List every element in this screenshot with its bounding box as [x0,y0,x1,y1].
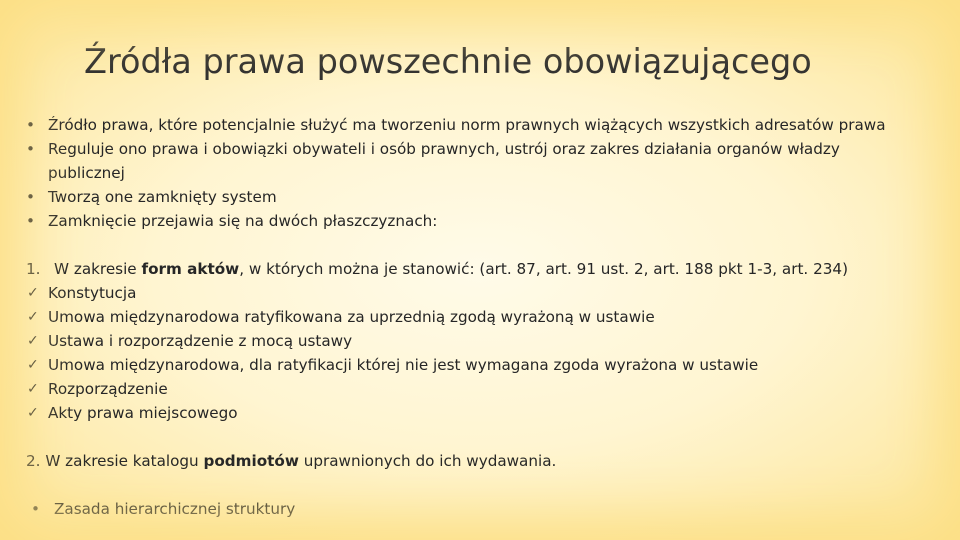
checkmark-icon: ✓ [27,285,39,301]
bullet-item: Źródło prawa, które potencjalnie służyć ma tworzeniu norm prawnych wiążących wszystkich adresatów prawa [48,116,886,134]
bullet-item: Tworzą one zamknięty system [48,188,277,206]
point-2-post: uprawnionych do ich wydawania. [298,452,557,470]
point-1-bold: form aktów [141,260,240,278]
bullet-marker: • [26,212,35,230]
slide-title: Źródła prawa powszechnie obowiązującego [84,42,812,81]
check-item: Umowa międzynarodowa, dla ratyfikacji której nie jest wymagana zgoda wyrażona w ustawie [48,356,759,374]
point-2-text [26,449,556,473]
bullet-marker: • [26,188,35,206]
bullet-item-continuation: publicznej [48,164,125,182]
check-item: Akty prawa miejscowego [48,404,238,422]
point-2-bold: podmiotów [203,452,299,470]
checkmark-icon: ✓ [27,309,39,325]
check-item: Rozporządzenie [48,380,168,398]
bullet-marker: • [26,140,35,158]
bullet-marker: • [31,500,40,518]
bullet-item: Zamknięcie przejawia się na dwóch płaszczyznach: [48,212,438,230]
check-item: Ustawa i rozporządzenie z mocą ustawy [48,332,353,350]
bullet-item: Reguluje ono prawa i obowiązki obywateli i osób prawnych, ustrój oraz zakres działania organów władzy [48,140,840,158]
final-bullet-item: Zasada hierarchicznej struktury [54,500,296,518]
checkmark-icon: ✓ [27,357,39,373]
bullet-marker: • [26,116,35,134]
checkmark-icon: ✓ [27,381,39,397]
point-1-pre: W zakresie [54,260,142,278]
point-2-pre: 2. W zakresie katalogu [26,452,204,470]
point-1-number: 1. [26,260,41,278]
point-1-text [54,257,848,281]
checkmark-icon: ✓ [27,333,39,349]
check-item: Umowa międzynarodowa ratyfikowana za uprzednią zgodą wyrażoną w ustawie [48,308,655,326]
checkmark-icon: ✓ [27,405,39,421]
check-item: Konstytucja [48,284,137,302]
point-1-post: , w których można je stanowić: (art. 87, art. 91 ust. 2, art. 188 pkt 1-3, art. 234) [239,260,849,278]
